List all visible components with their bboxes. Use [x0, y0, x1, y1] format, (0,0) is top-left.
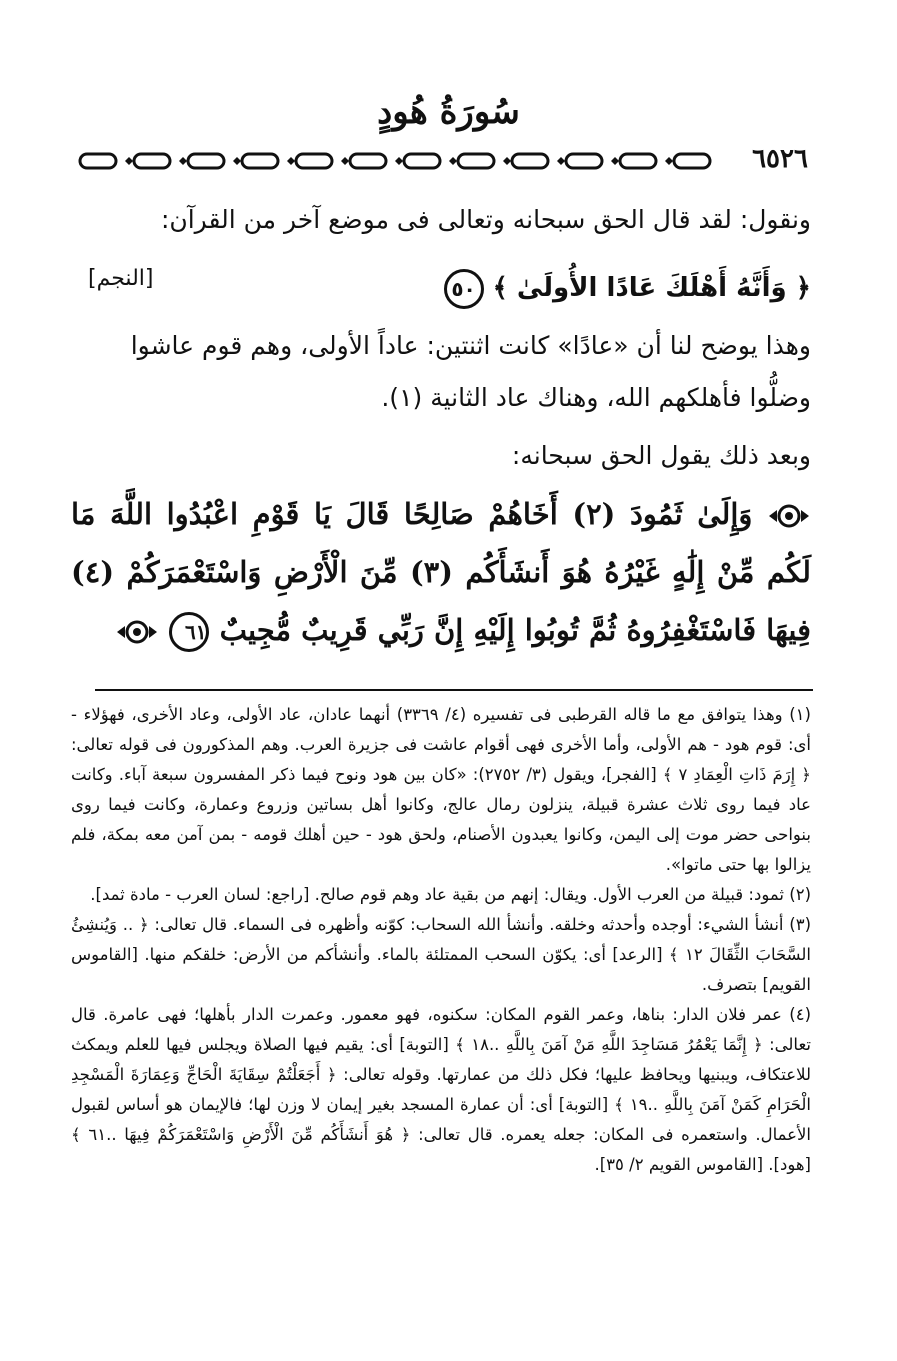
footnotes-section: [71, 700, 811, 1180]
verse-number-badge: ٦١: [169, 612, 209, 652]
footnote-3: (٣) أنشأ الشيء: أوجده وأحدثه وخلقه. وأنشأ الله السحاب: كوّنه وأظهره فى السماء. قال تعالى: ﴿ .. وَيُنشِئُ السَّحَابَ الثِّقَالَ ١٢ ﴾ [الرعد] أى: يكوّن السحب الممتلئة بالماء. وأنشأكم من الأرض: خلقكم منها. [القاموس القويم] بتصرف.: [71, 915, 811, 994]
verse-end-ornament-icon: [115, 613, 159, 651]
footnote-4: (٤) عمر فلان الدار: بناها، وعمر القوم المكان: سكنوه، فهو معمور. وعمرت الدار بأهلها؛ فهى عامرة. قال تعالى: ﴿ إِنَّمَا يَعْمُرُ مَسَاجِدَ اللَّهِ مَنْ آمَنَ بِاللَّهِ ..١٨ ﴾ [التوبة] أى: يقيم فيها الصلاة ويجلس فيها للعلم ويمكث للاعتكاف، ويبنيها ويحافظ عليها؛ فكل ذلك من عمارتها. وقوله تعالى: ﴿ أَجَعَلْتُمْ سِقَايَةَ الْحَاجِّ وَعِمَارَةَ الْمَسْجِدِ الْحَرَامِ كَمَنْ آمَنَ بِاللَّهِ ..١٩ ﴾ [التوبة] أى: أن عمارة المسجد بغير إيمان لا وزن لها؛ فالإيمان هو أساس لقبول الأعمال. واستعمره فى المكان: جعله يعمره. قال تعالى: ﴿ هُوَ أَنشَأَكُم مِّنَ الْأَرْضِ وَاسْتَعْمَرَكُمْ فِيهَا ..٦١ ﴾ [هود]. [القاموس القويم ٢/ ٣٥].: [71, 1005, 811, 1174]
ayah-number-badge: ٥٠: [444, 269, 484, 309]
quran-verse-block: [71, 485, 811, 659]
paragraph-intro: ونقول: لقد قال الحق سبحانه وتعالى فى موضع آخر من القرآن:: [160, 205, 811, 234]
quran-quote-najm: [71, 262, 811, 314]
footnote-divider: [95, 689, 813, 691]
quran-quote-text: ﴿ وَأَنَّهُ أَهْلَكَ عَادًا الأُولَىٰ ﴾: [492, 273, 811, 303]
paragraph-explanation: وهذا يوضح لنا أن «عادًا» كانت اثنتين: عاداً الأولى، وهم قوم عاشوا وضلُّوا فأهلكهم الله، وهناك عاد الثانية (١).: [130, 331, 811, 412]
surah-reference: [النجم]: [88, 266, 154, 291]
footnote-2: (٢) ثمود: قبيلة من العرب الأول. ويقال: إنهم من بقية عاد وهم قوم صالح. [راجع: لسان العرب - مادة ثمد].: [90, 885, 811, 904]
verse-start-ornament-icon: [767, 497, 811, 535]
surah-title: سُورَةُ هُودٍ: [377, 92, 520, 132]
footnote-1: (١) وهذا يتوافق مع ما قاله القرطبى فى تفسيره (٤/ ٣٣٦٩) أنهما عادان، عاد الأولى، وعاد الأخرى، فهؤلاء - أى: قوم هود - هم الأولى، وأما الأخرى فهى أقوام عاشت فى جزيرة العرب. وهم المذكورون فى قوله تعالى: ﴿ إِرَمَ ذَاتِ الْعِمَادِ ٧ ﴾ [الفجر]، ويقول (٣/ ٢٧٥٢): «كان بين هود ونوح فيما ذكر المفسرون سبعة آباء. وكانت عاد فيما روى ثلاث عشرة قبيلة، ينزلون رمال عالج، وكانوا أهل بساتين وزروع وعمارة، وكانت فيما روى بنواحى حضر موت إلى اليمن، وكانوا يعبدون الأصنام، ولحق هود - حين أهلك قومه - بمن آمن معه بمكة، فلم يزالوا بها حتى ماتوا».: [71, 705, 811, 874]
page-number: ٦٥٢٦: [730, 144, 830, 174]
paragraph-transition: وبعد ذلك يقول الحق سبحانه:: [511, 441, 811, 470]
ornamental-border: [76, 146, 836, 176]
quran-verse-text: وَإِلَىٰ ثَمُودَ (٢) أَخَاهُمْ صَالِحًا قَالَ يَا قَوْمِ اعْبُدُوا اللَّهَ مَا لَكُم مِّنْ إِلَٰهٍ غَيْرُهُ هُوَ أَنشَأَكُم (٣) مِّنَ الْأَرْضِ وَاسْتَعْمَرَكُمْ (٤) فِيهَا فَاسْتَغْفِرُوهُ ثُمَّ تُوبُوا إِلَيْهِ إِنَّ رَبِّي قَرِيبٌ مُّجِيبٌ: [71, 497, 811, 647]
